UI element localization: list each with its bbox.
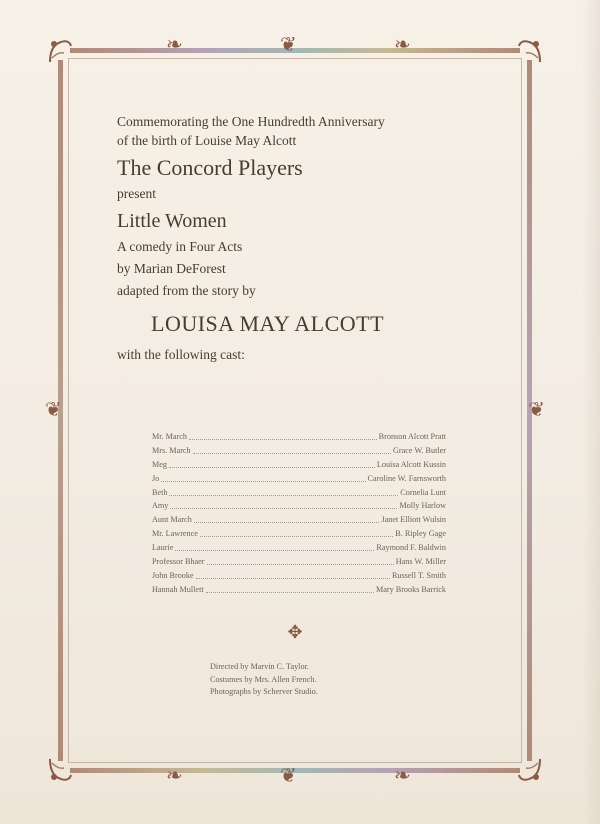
bottom-right-ornament-icon: ❧ [394,765,411,787]
cast-row [152,514,446,526]
cast-row [152,542,446,554]
cast-actor: Russell T. Smith [391,570,446,580]
credit-photographs: Photographs by Scherver Studio. [210,687,318,696]
cast-actor: Hans W. Miller [395,557,446,567]
leader-dots [161,481,365,482]
corner-flourish-icon [46,755,76,785]
cast-list [152,431,446,598]
cast-actor: Grace W. Butler [393,445,446,455]
corner-flourish-icon [514,36,544,66]
fleuron-icon: ✥ [287,622,303,642]
leader-dots [169,467,375,468]
cast-role: Professor Bhaer [152,557,205,567]
cast-actor: Raymond F. Baldwin [376,543,446,553]
adapted-line: adapted from the story by [117,283,256,298]
cast-row [152,445,446,457]
leader-dots [196,578,390,579]
cast-role: Aunt March [152,515,192,525]
intro-line-1: Commemorating the One Hundredth Anniversary [117,114,385,129]
leader-dots [170,508,397,509]
cast-role: Mrs. March [152,445,191,455]
cast-actor: Cornelia Lunt [400,487,446,497]
leader-dots [207,564,394,565]
present-word: present [117,186,156,201]
cast-row [152,487,446,499]
cast-intro: with the following cast: [117,347,245,362]
cast-actor: Bronson Alcott Pratt [378,432,446,441]
company-name: The Concord Players [117,155,303,180]
credit-director: Directed by Marvin C. Taylor. [210,662,309,671]
cast-role: Beth [152,487,168,497]
cast-role: Jo [152,473,160,483]
cast-row [152,431,446,443]
leader-dots [189,439,377,440]
cast-row [152,528,446,540]
credit-costumes: Costumes by Mrs. Allen French. [210,674,317,684]
cast-row [152,570,446,582]
top-center-ornament-icon: ❦ [280,34,297,56]
bottom-left-ornament-icon: ❧ [166,765,183,787]
top-left-ornament-icon: ❧ [166,34,183,56]
play-title: Little Women [117,210,227,232]
leader-dots [169,495,398,496]
leader-dots [194,522,380,523]
right-center-ornament-icon: ❦ [528,399,545,421]
play-description: A comedy in Four Acts [117,239,243,254]
leader-dots [200,536,393,537]
top-right-ornament-icon: ❧ [394,34,411,56]
cast-actor: B. Ripley Gage [395,529,446,539]
cast-actor: Janet Elliott Wulsin [381,515,446,525]
cast-row [152,459,446,471]
program-heading-block [117,112,477,366]
left-center-ornament-icon: ❦ [45,399,62,421]
cast-role: Meg [152,459,168,469]
cast-actor: Mary Brooks Barrick [375,584,446,594]
corner-flourish-icon [46,36,76,66]
cast-role: Amy [152,501,169,511]
source-author: LOUISA MAY ALCOTT [151,311,385,336]
cast-role: Hannah Mullett [152,584,204,594]
cast-row [152,584,446,596]
leader-dots [193,453,391,454]
leader-dots [175,550,374,551]
bottom-center-ornament-icon: ❦ [280,765,297,787]
intro-line-2: of the birth of Louise May Alcott [117,133,297,148]
cast-role: Mr. Lawrence [152,529,198,539]
cast-actor: Caroline W. Farnsworth [367,473,446,483]
cast-row [152,473,446,485]
cast-role: John Brooke [152,570,194,580]
cast-role: Mr. March [152,432,188,441]
leader-dots [206,592,374,593]
cast-actor: Louisa Alcott Kussin [376,459,446,469]
page-edge-shadow [582,0,600,824]
production-credits [210,661,430,699]
cast-row [152,556,446,568]
corner-flourish-icon [514,755,544,785]
playwright-byline: by Marian DeForest [117,261,226,276]
cast-role: Laurie [152,543,174,553]
cast-actor: Molly Harlow [399,501,446,511]
cast-row [152,500,446,512]
